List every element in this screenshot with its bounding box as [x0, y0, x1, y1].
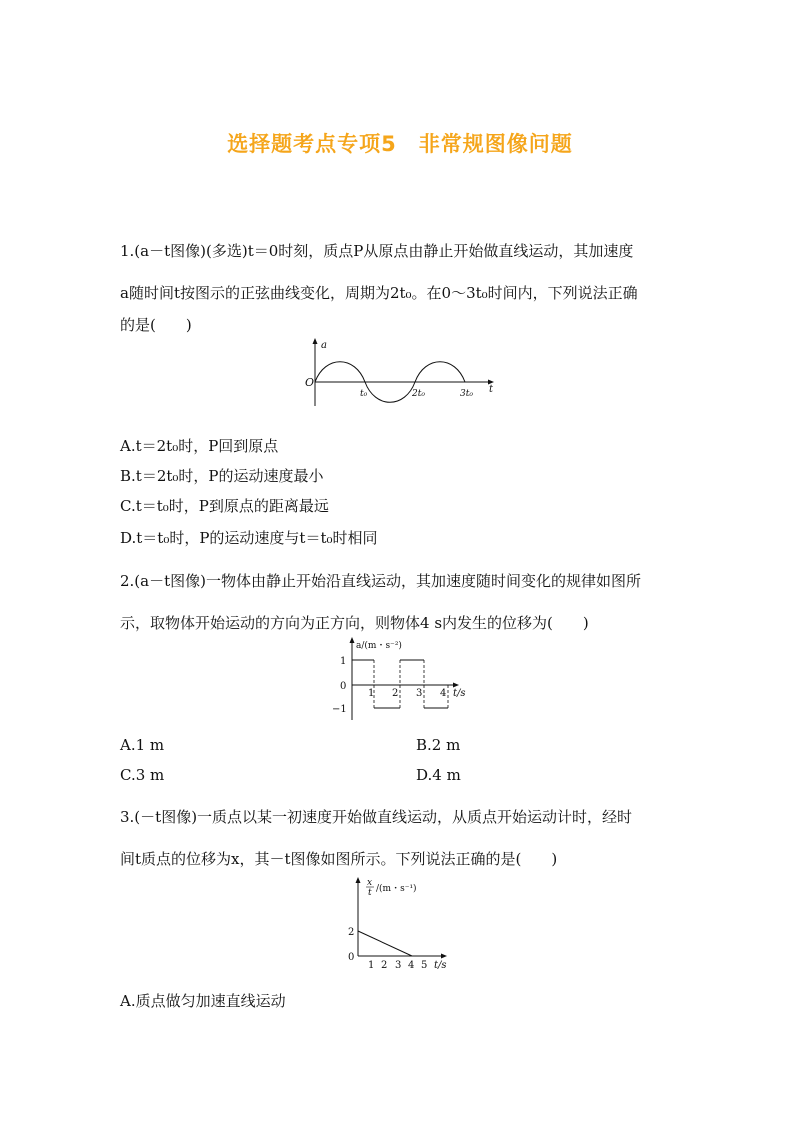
q3-y-tick: 0 [348, 952, 355, 963]
q3-x-tick: 3 [395, 960, 402, 971]
q1-x-label: t [489, 384, 494, 395]
q1-tick-label: 2t₀ [412, 389, 425, 399]
q3-data-line [358, 931, 412, 956]
q1-option-b: B.t＝2t₀时，P的运动速度最小 [120, 467, 324, 485]
q1-y-arrow [313, 338, 318, 344]
q2-y-tick: 0 [340, 681, 347, 692]
q1-option-d: D.t＝t₀时，P的运动速度与t＝t₀时相同 [120, 529, 378, 547]
q3-x-tick: 1 [368, 960, 375, 971]
q3-option-a: A.质点做匀加速直线运动 [120, 992, 286, 1010]
q1-tick-label: 3t₀ [460, 389, 473, 399]
q3-x-tick: 2 [381, 960, 388, 971]
page-title: 选择题考点专项5 非常规图像问题 [227, 132, 573, 156]
q2-option-c: C.3 m [120, 766, 165, 784]
q2-x-tick: 2 [392, 688, 399, 699]
q3-stem-line-2: 间t质点的位移为x，其－t图像如图所示。下列说法正确的是( ) [120, 850, 558, 868]
q2-x-arrow [453, 683, 459, 688]
q2-y-label: a/(m・s⁻²) [356, 641, 402, 651]
q3-stem-line-1: 3.(－t图像)一质点以某一初速度开始做直线运动，从质点开始运动计时，经时 [120, 808, 633, 826]
q3-x-tick: 4 [408, 960, 415, 971]
q3-line-figure [340, 874, 460, 974]
q2-x-tick: 3 [416, 688, 423, 699]
q2-y-tick: 1 [340, 656, 347, 667]
q2-option-b: B.2 m [416, 736, 461, 754]
q3-x-label: t/s [434, 960, 447, 971]
q1-sine-figure [300, 338, 500, 408]
q1-option-c: C.t＝t₀时，P到原点的距离最远 [120, 497, 329, 515]
q1-stem-line-2: a随时间t按图示的正弦曲线变化，周期为2t₀。在0～3t₀时间内，下列说法正确 [120, 284, 638, 302]
q3-y-label-numerator: x [367, 878, 373, 888]
q1-option-a: A.t＝2t₀时，P回到原点 [120, 437, 279, 455]
q2-x-label: t/s [453, 688, 466, 699]
q3-y-tick: 2 [348, 927, 355, 938]
q2-stem-line-1: 2.(a－t图像)一物体由静止开始沿直线运动，其加速度随时间变化的规律如图所 [120, 572, 641, 590]
q1-stem-line-1: 1.(a－t图像)(多选)t＝0时刻，质点P从原点由静止开始做直线运动，其加速度 [120, 242, 634, 260]
q2-x-tick: 4 [440, 688, 447, 699]
q3-x-arrow [441, 954, 447, 959]
q2-y-arrow [350, 637, 355, 643]
q2-square-wave-figure [330, 636, 480, 722]
q1-y-label: a [321, 340, 327, 351]
q2-option-d: D.4 m [416, 766, 461, 784]
q3-y-label-denominator: t [368, 888, 372, 898]
q3-y-label-unit: /(m・s⁻¹) [376, 884, 417, 894]
q1-stem-line-3: 的是( ) [120, 316, 192, 334]
q2-stem-line-2: 示，取物体开始运动的方向为正方向，则物体4 s内发生的位移为( ) [120, 614, 589, 632]
q1-tick-label: t₀ [360, 389, 368, 399]
q1-origin-label: O [305, 376, 315, 389]
q2-y-tick: −1 [332, 704, 347, 715]
q3-y-arrow [356, 877, 361, 883]
q3-x-tick: 5 [421, 960, 428, 971]
q2-option-a: A.1 m [120, 736, 165, 754]
q2-x-tick: 1 [368, 688, 375, 699]
